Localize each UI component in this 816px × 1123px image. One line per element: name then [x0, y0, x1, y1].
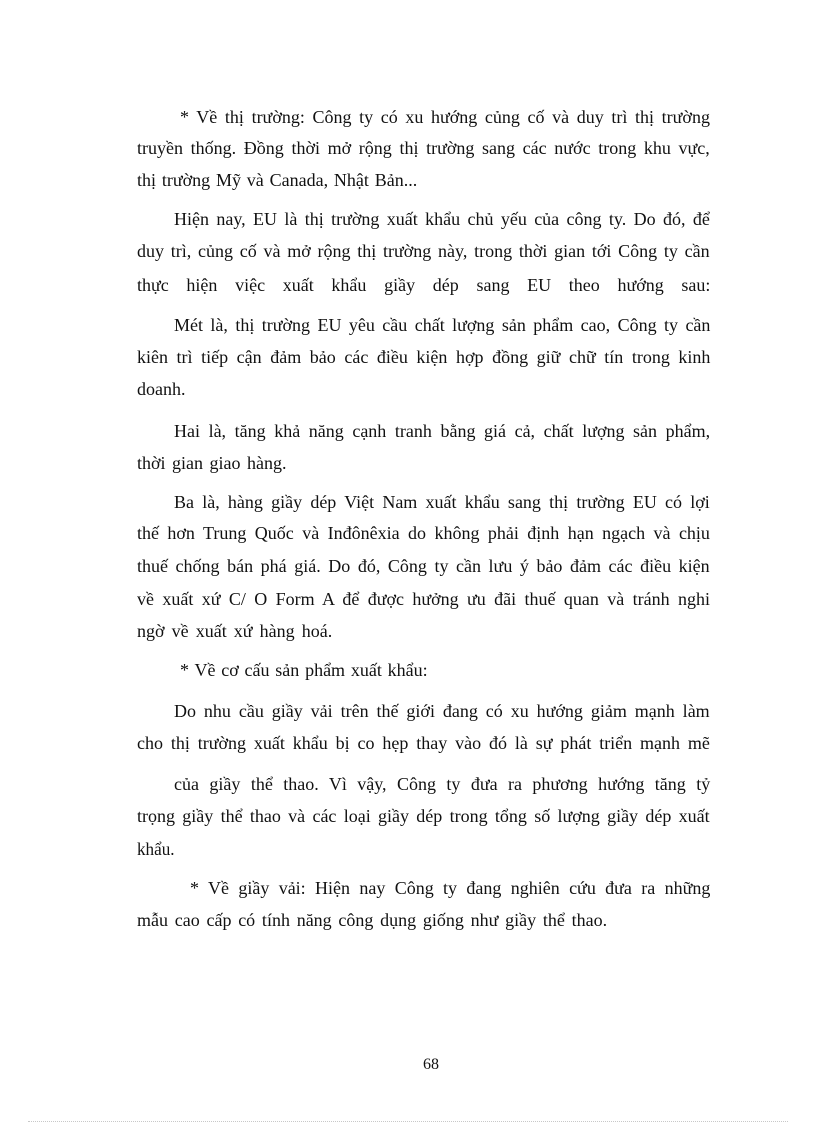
text-line: của giầy thể thao. Vì vậy, Công ty đưa ra phương hướng tăng tỷ: [174, 774, 711, 794]
text-line: thời gian giao hàng.: [137, 453, 287, 473]
text-line: Do nhu cầu giầy vải trên thế giới đang có xu hướng giảm mạnh làm: [174, 701, 710, 721]
text-line: mẫu cao cấp có tính năng công dụng giống như giầy thể thao.: [137, 910, 608, 930]
text-line: thị trường Mỹ và Canada, Nhật Bản...: [137, 170, 418, 190]
text-line: cho thị trường xuất khẩu bị co hẹp thay vào đó là sự phát triển mạnh mẽ: [137, 733, 710, 753]
text-line: duy trì, củng cố và mở rộng thị trường này, trong thời gian tới Công ty cần: [137, 241, 710, 261]
text-line: Mét là, thị trường EU yêu cầu chất lượng sản phẩm cao, Công ty cần: [174, 315, 711, 335]
page-number: 68: [423, 1056, 439, 1073]
text-line: thuế chống bán phá giá. Do đó, Công ty cần lưu ý bảo đảm các điều kiện: [137, 556, 710, 576]
text-line: * Về thị trường: Công ty có xu hướng củng cố và duy trì thị trường: [180, 107, 710, 127]
text-line: khẩu.: [137, 839, 175, 859]
text-line: kiên trì tiếp cận đảm bảo các điều kiện hợp đồng giữ chữ tín trong kinh: [137, 347, 711, 367]
text-line: Hiện nay, EU là thị trường xuất khẩu chủ yếu của công ty. Do đó, để: [174, 209, 710, 229]
text-line: về xuất xứ C/ O Form A để được hưởng ưu đãi thuế quan và tránh nghi: [137, 589, 710, 609]
text-line: * Về giầy vải: Hiện nay Công ty đang nghiên cứu đưa ra những: [190, 878, 711, 898]
text-line: Ba là, hàng giầy dép Việt Nam xuất khẩu sang thị trường EU có lợi: [174, 492, 710, 512]
text-line: truyền thống. Đồng thời mở rộng thị trường sang các nước trong khu vực,: [137, 138, 710, 158]
text-line: * Về cơ cấu sản phẩm xuất khẩu:: [180, 660, 428, 680]
text-line: ngờ về xuất xứ hàng hoá.: [137, 621, 333, 641]
text-line: trọng giầy thể thao và các loại giầy dép trong tổng số lượng giầy dép xuất: [137, 806, 710, 826]
text-line: doanh.: [137, 379, 186, 399]
text-line: thế hơn Trung Quốc và Inđônêxia do không phải định hạn ngạch và chịu: [137, 523, 710, 543]
text-line: thực hiện việc xuất khẩu giầy dép sang EU theo hướng sau:: [137, 275, 711, 295]
page-bottom-divider: [28, 1121, 788, 1122]
text-line: Hai là, tăng khả năng cạnh tranh bằng giá cả, chất lượng sản phẩm,: [174, 421, 711, 441]
